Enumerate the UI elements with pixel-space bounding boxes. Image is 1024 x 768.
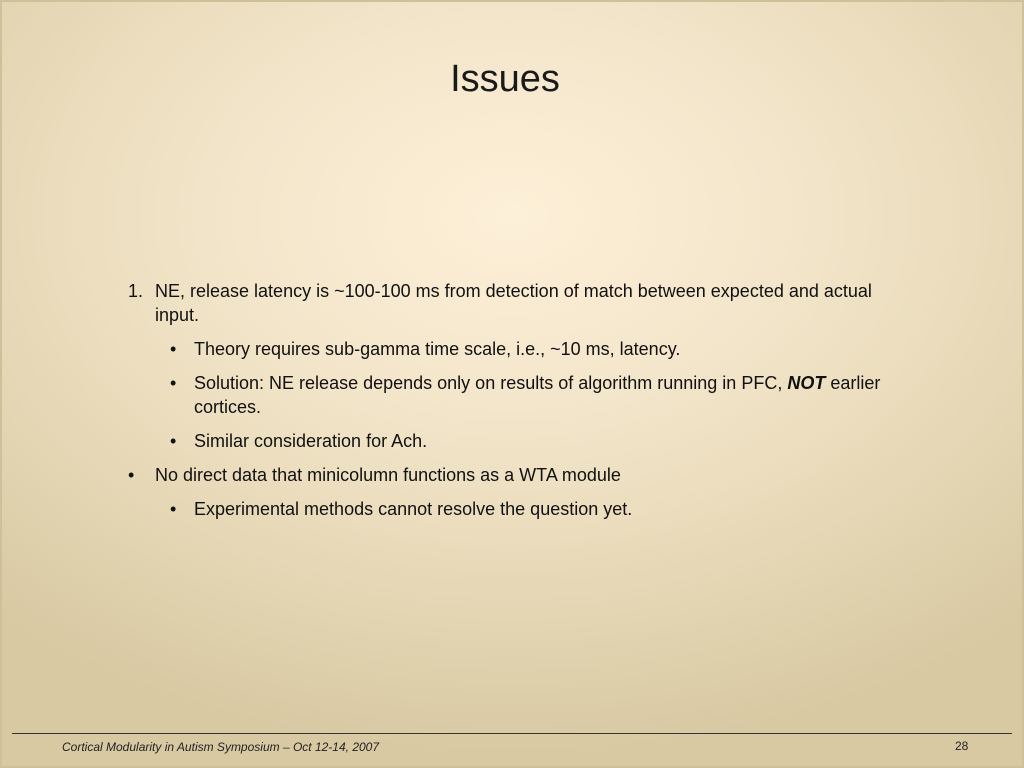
page-number: 28 — [955, 739, 969, 753]
bullet-icon: • — [170, 431, 177, 451]
bullet-icon: • — [170, 499, 177, 519]
list-item-minicolumn — [128, 463, 908, 487]
list-item-latency — [128, 279, 908, 327]
bullet-icon: • — [128, 465, 135, 485]
list-item-methods — [128, 497, 908, 521]
bullet-icon: • — [170, 339, 177, 359]
footer-text: Cortical Modularity in Autism Symposium – Oct 12-14, 2007 — [62, 740, 380, 754]
list-number: 1. — [128, 281, 144, 301]
list-item-text: Theory requires sub-gamma time scale, i.e., ~10 ms, latency. — [194, 339, 681, 359]
list-item-text: No direct data that minicolumn functions as a WTA module — [155, 465, 621, 485]
emphasis-text: NOT — [787, 373, 826, 393]
list-item-theory — [128, 337, 908, 361]
list-item-text: Solution: NE release depends only on results of algorithm running in PFC, — [194, 373, 788, 393]
list-item-text: Experimental methods cannot resolve the question yet. — [194, 499, 633, 519]
list-item-text-continued: earlier cortices. — [194, 373, 881, 417]
list-item-solution — [128, 371, 908, 419]
footer-divider — [12, 733, 1012, 734]
bullet-icon: • — [170, 373, 177, 393]
slide-body — [128, 279, 908, 531]
list-item-text: Similar consideration for Ach. — [194, 431, 428, 451]
slide-title: Issues — [450, 58, 560, 100]
list-item-ach — [128, 429, 908, 453]
list-item-text: NE, release latency is ~100-100 ms from detection of match between expected and actual input. — [155, 281, 872, 325]
